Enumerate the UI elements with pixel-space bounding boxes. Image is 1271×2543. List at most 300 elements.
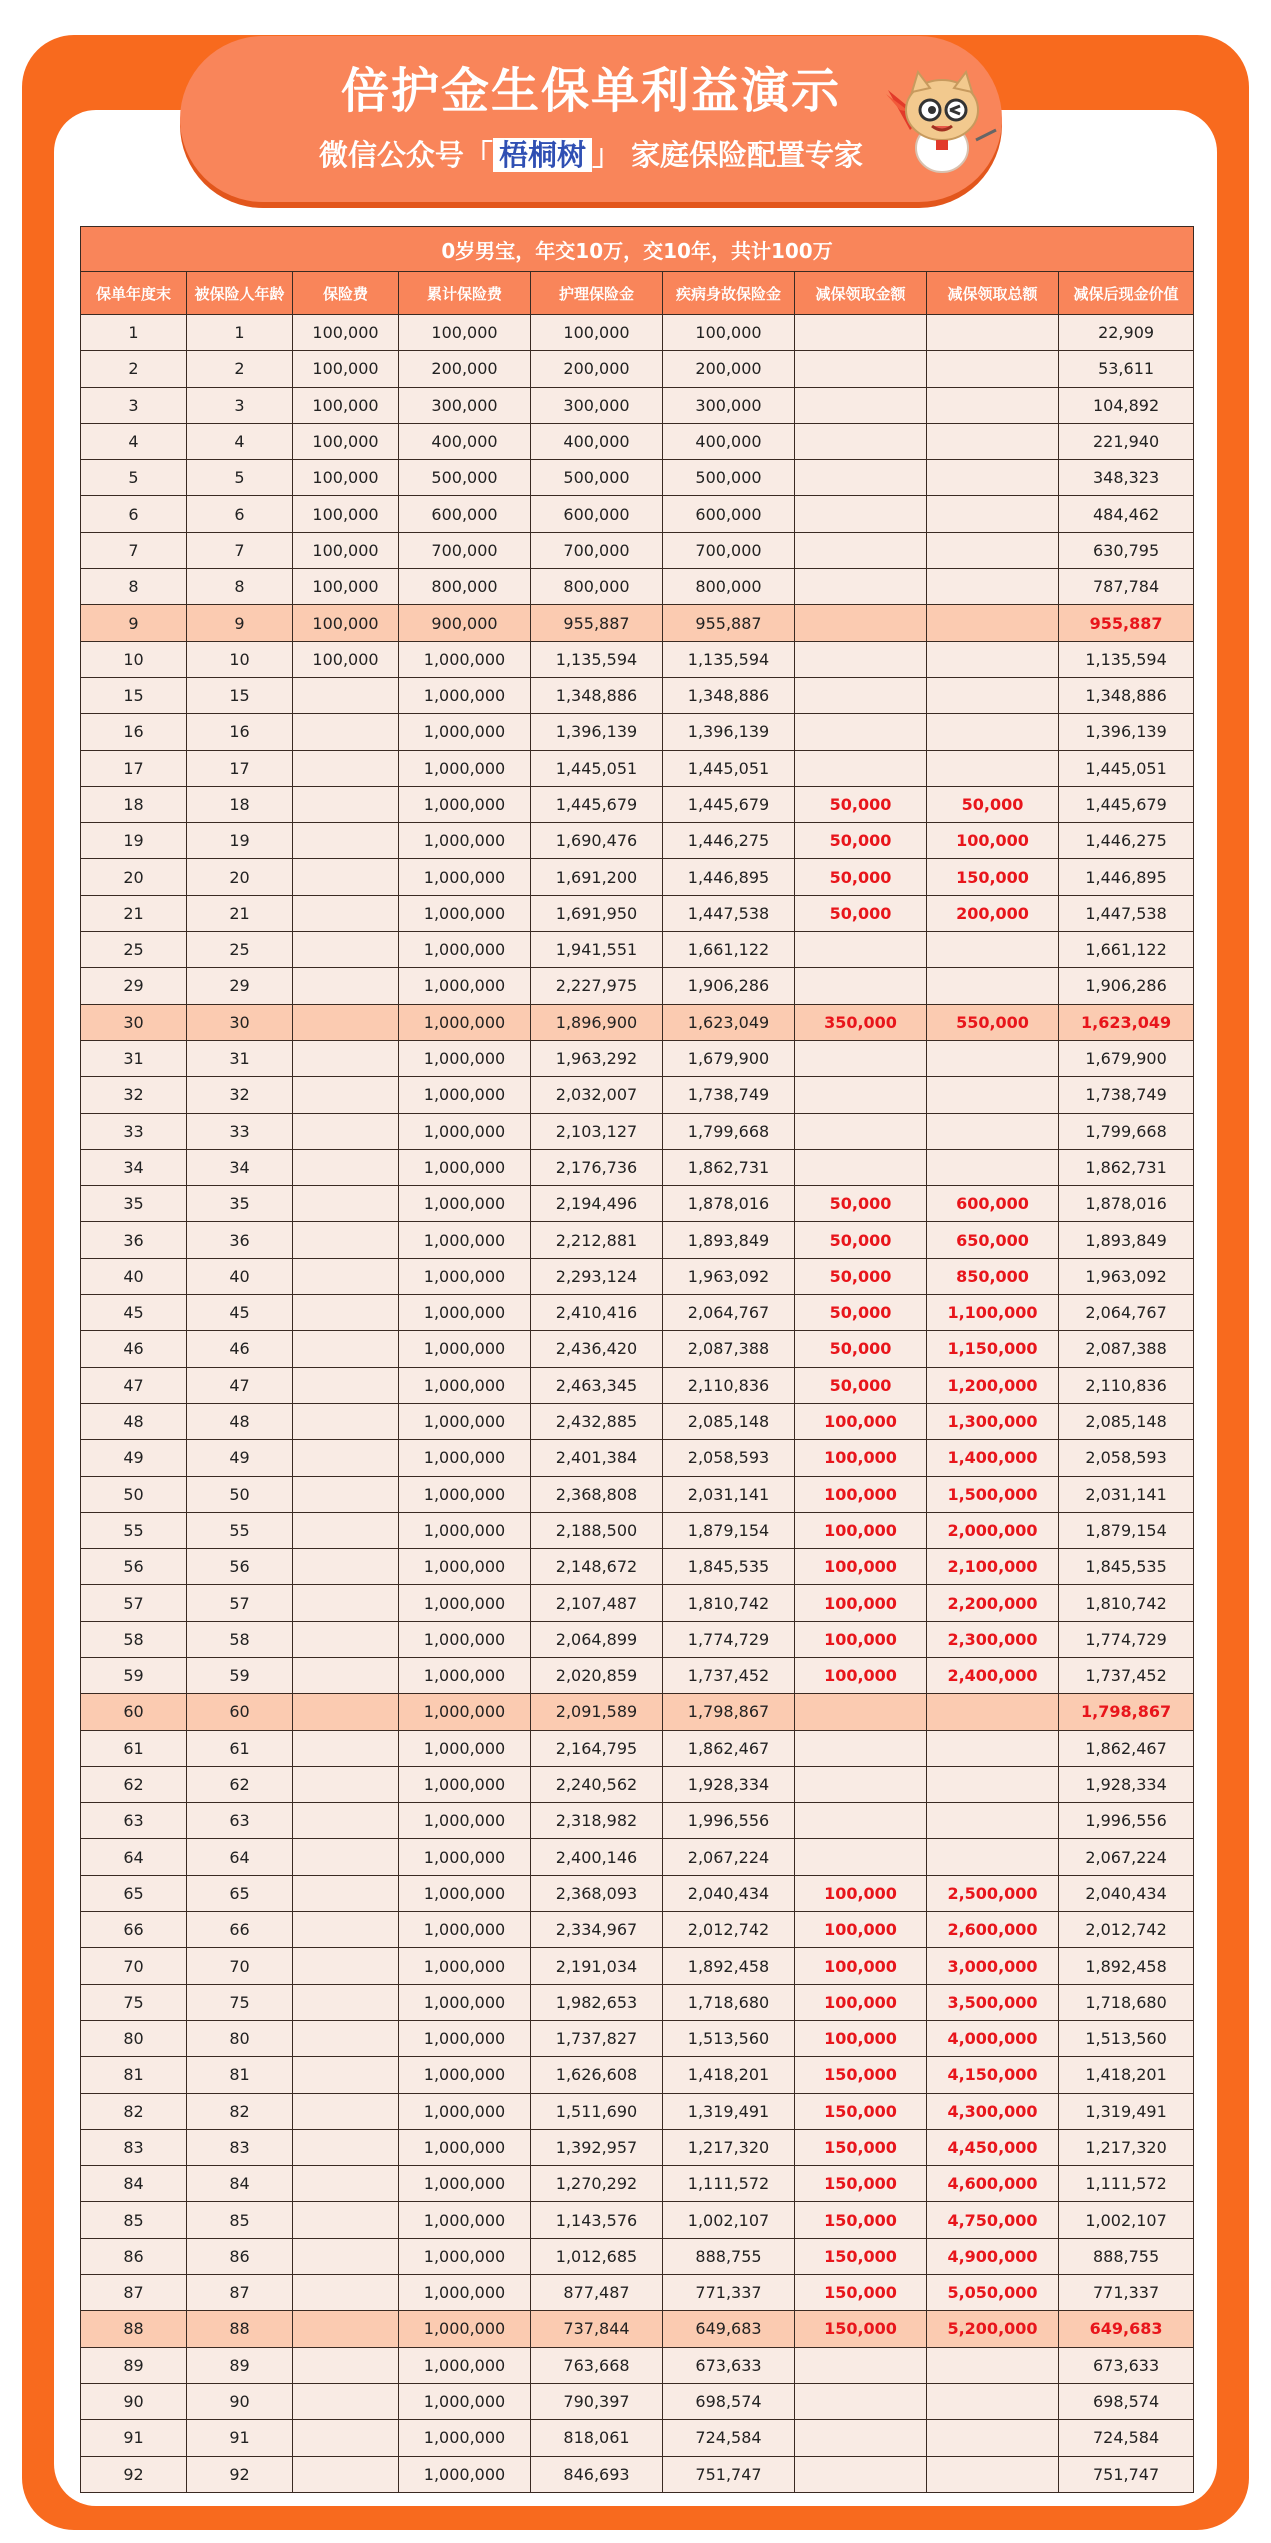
- table-cell: 700,000: [399, 532, 531, 568]
- table-cell: [293, 1295, 399, 1331]
- table-cell: [293, 2166, 399, 2202]
- table-cell: 1,000,000: [399, 1476, 531, 1512]
- table-cell: 2,085,148: [663, 1403, 795, 1439]
- table-cell: 2,191,034: [531, 1948, 663, 1984]
- table-cell: 81: [187, 2057, 293, 2093]
- table-cell: 400,000: [663, 423, 795, 459]
- table-cell: 4,750,000: [927, 2202, 1059, 2238]
- table-cell: 150,000: [927, 859, 1059, 895]
- table-cell: [293, 1948, 399, 1984]
- table-cell: 82: [81, 2093, 187, 2129]
- table-cell: [293, 1186, 399, 1222]
- table-cell: 649,683: [1059, 2311, 1194, 2347]
- table-cell: 89: [81, 2347, 187, 2383]
- table-cell: 2,436,420: [531, 1331, 663, 1367]
- table-cell: 600,000: [531, 496, 663, 532]
- table-cell: 32: [187, 1077, 293, 1113]
- table-cell: [927, 1113, 1059, 1149]
- table-cell: 700,000: [531, 532, 663, 568]
- table-cell: 6: [187, 496, 293, 532]
- table-cell: [795, 641, 927, 677]
- table-cell: 1,000,000: [399, 677, 531, 713]
- table-cell: 1,000,000: [399, 1621, 531, 1657]
- table-cell: [293, 786, 399, 822]
- table-cell: 90: [81, 2383, 187, 2419]
- table-cell: 1,737,827: [531, 2020, 663, 2056]
- table-cell: 100,000: [293, 423, 399, 459]
- table-cell: 29: [187, 968, 293, 1004]
- table-row: [81, 895, 1194, 931]
- table-cell: [927, 932, 1059, 968]
- table-cell: 1,319,491: [663, 2093, 795, 2129]
- table-cell: 83: [81, 2129, 187, 2165]
- table-cell: 2,500,000: [927, 1875, 1059, 1911]
- table-cell: [293, 2093, 399, 2129]
- table-cell: 104,892: [1059, 387, 1194, 423]
- table-cell: 2,064,767: [1059, 1295, 1194, 1331]
- table-cell: [927, 2383, 1059, 2419]
- table-cell: 2,188,500: [531, 1512, 663, 1548]
- table-cell: [293, 1077, 399, 1113]
- table-row: [81, 2166, 1194, 2202]
- table-row: [81, 1803, 1194, 1839]
- table-cell: 1,928,334: [1059, 1766, 1194, 1802]
- table-cell: 48: [187, 1403, 293, 1439]
- table-cell: [795, 315, 927, 351]
- table-cell: 32: [81, 1077, 187, 1113]
- table-cell: [293, 2456, 399, 2492]
- table-cell: [795, 2347, 927, 2383]
- table-row: [81, 1912, 1194, 1948]
- table-cell: 100,000: [795, 1984, 927, 2020]
- table-cell: 1,738,749: [663, 1077, 795, 1113]
- table-cell: 2,212,881: [531, 1222, 663, 1258]
- table-cell: [927, 387, 1059, 423]
- table-cell: 56: [81, 1549, 187, 1585]
- table-cell: [927, 641, 1059, 677]
- table-cell: 20: [81, 859, 187, 895]
- table-cell: 1,679,900: [1059, 1040, 1194, 1076]
- table-cell: 29: [81, 968, 187, 1004]
- column-header: 累计保险费: [399, 272, 531, 315]
- table-row: [81, 2238, 1194, 2274]
- table-cell: 33: [187, 1113, 293, 1149]
- table-cell: [795, 2456, 927, 2492]
- table-cell: [293, 1694, 399, 1730]
- table-row: [81, 315, 1194, 351]
- table-cell: 81: [81, 2057, 187, 2093]
- table-cell: 45: [187, 1295, 293, 1331]
- table-cell: 40: [187, 1258, 293, 1294]
- table-cell: [927, 569, 1059, 605]
- table-cell: 4,450,000: [927, 2129, 1059, 2165]
- table-cell: [927, 1694, 1059, 1730]
- table-cell: 1,447,538: [1059, 895, 1194, 931]
- table-cell: 2,058,593: [1059, 1440, 1194, 1476]
- table-cell: 2,020,859: [531, 1657, 663, 1693]
- table-cell: 1,738,749: [1059, 1077, 1194, 1113]
- table-cell: 100,000: [293, 315, 399, 351]
- table-cell: [927, 496, 1059, 532]
- table-cell: 3,500,000: [927, 1984, 1059, 2020]
- table-cell: 1,000,000: [399, 1803, 531, 1839]
- table-cell: 22,909: [1059, 315, 1194, 351]
- table-cell: 1,000,000: [399, 2202, 531, 2238]
- table-cell: 2,067,224: [663, 1839, 795, 1875]
- table-cell: 1,810,742: [1059, 1585, 1194, 1621]
- table-cell: 1,447,538: [663, 895, 795, 931]
- table-cell: 1,862,467: [1059, 1730, 1194, 1766]
- table-cell: [293, 1403, 399, 1439]
- table-cell: 1,000,000: [399, 859, 531, 895]
- table-cell: 348,323: [1059, 460, 1194, 496]
- table-cell: 2,100,000: [927, 1549, 1059, 1585]
- table-cell: 724,584: [663, 2420, 795, 2456]
- table-cell: [293, 968, 399, 1004]
- column-header: 减保领取总额: [927, 272, 1059, 315]
- table-cell: [795, 460, 927, 496]
- table-cell: 1,002,107: [663, 2202, 795, 2238]
- table-cell: 1,000,000: [399, 1258, 531, 1294]
- table-cell: 83: [187, 2129, 293, 2165]
- table-cell: [795, 569, 927, 605]
- table-cell: 6: [81, 496, 187, 532]
- column-header: 减保领取金额: [795, 272, 927, 315]
- table-cell: 1,906,286: [1059, 968, 1194, 1004]
- table-row: [81, 1984, 1194, 2020]
- table-cell: 100,000: [663, 315, 795, 351]
- table-cell: 1,111,572: [663, 2166, 795, 2202]
- table-cell: 2,110,836: [663, 1367, 795, 1403]
- table-cell: [293, 1040, 399, 1076]
- table-cell: 1,143,576: [531, 2202, 663, 2238]
- table-cell: 1,963,292: [531, 1040, 663, 1076]
- table-row: [81, 1875, 1194, 1911]
- table-cell: 100,000: [795, 1440, 927, 1476]
- table-cell: [795, 1694, 927, 1730]
- table-cell: 3: [81, 387, 187, 423]
- table-cell: 88: [187, 2311, 293, 2347]
- table-cell: [927, 315, 1059, 351]
- table-cell: [927, 605, 1059, 641]
- table-cell: 1,200,000: [927, 1367, 1059, 1403]
- table-cell: 1,996,556: [663, 1803, 795, 1839]
- table-cell: 800,000: [531, 569, 663, 605]
- table-cell: 1,879,154: [1059, 1512, 1194, 1548]
- table-row: [81, 1149, 1194, 1185]
- table-cell: 31: [187, 1040, 293, 1076]
- table-cell: [927, 2420, 1059, 2456]
- table-cell: 1,737,452: [1059, 1657, 1194, 1693]
- table-cell: [293, 2238, 399, 2274]
- column-header: 保险费: [293, 272, 399, 315]
- table-cell: 50: [81, 1476, 187, 1512]
- table-cell: 300,000: [531, 387, 663, 423]
- table-cell: 2,107,487: [531, 1585, 663, 1621]
- table-cell: [293, 714, 399, 750]
- table-cell: 100,000: [795, 1549, 927, 1585]
- table-cell: 1,737,452: [663, 1657, 795, 1693]
- table-cell: 1,862,731: [1059, 1149, 1194, 1185]
- table-cell: [795, 1077, 927, 1113]
- table-cell: 1,000,000: [399, 1040, 531, 1076]
- table-row: [81, 677, 1194, 713]
- table-cell: 888,755: [663, 2238, 795, 2274]
- table-cell: [795, 1730, 927, 1766]
- table-cell: 500,000: [663, 460, 795, 496]
- table-cell: 50,000: [795, 823, 927, 859]
- table-cell: [927, 677, 1059, 713]
- table-cell: 2,368,093: [531, 1875, 663, 1911]
- table-cell: 1,135,594: [531, 641, 663, 677]
- table-cell: 1,300,000: [927, 1403, 1059, 1439]
- table-cell: 2,064,767: [663, 1295, 795, 1331]
- table-cell: 1,445,051: [663, 750, 795, 786]
- table-cell: 100,000: [795, 1403, 927, 1439]
- table-cell: [293, 823, 399, 859]
- table-cell: 70: [187, 1948, 293, 1984]
- table-cell: 200,000: [399, 351, 531, 387]
- table-cell: 1,400,000: [927, 1440, 1059, 1476]
- table-cell: [293, 1657, 399, 1693]
- table-cell: 2,012,742: [663, 1912, 795, 1948]
- table-cell: 1,348,886: [531, 677, 663, 713]
- table-cell: [293, 1004, 399, 1040]
- column-header: 护理保险金: [531, 272, 663, 315]
- table-row: [81, 1585, 1194, 1621]
- column-header: 被保险人年龄: [187, 272, 293, 315]
- table-cell: 2,200,000: [927, 1585, 1059, 1621]
- table-cell: [927, 1803, 1059, 1839]
- table-cell: 17: [187, 750, 293, 786]
- table-cell: 1,774,729: [663, 1621, 795, 1657]
- table-cell: [293, 1730, 399, 1766]
- column-header: 减保后现金价值: [1059, 272, 1194, 315]
- table-cell: 2,040,434: [663, 1875, 795, 1911]
- table-cell: 100,000: [399, 315, 531, 351]
- table-row: [81, 2456, 1194, 2492]
- table-row: [81, 750, 1194, 786]
- table-cell: 1,000,000: [399, 1875, 531, 1911]
- table-row: [81, 2420, 1194, 2456]
- table-cell: 350,000: [795, 1004, 927, 1040]
- table-cell: 50,000: [795, 786, 927, 822]
- table-row: [81, 786, 1194, 822]
- table-cell: 15: [81, 677, 187, 713]
- table-cell: 100,000: [795, 1512, 927, 1548]
- table-row: [81, 2275, 1194, 2311]
- table-cell: 2,091,589: [531, 1694, 663, 1730]
- table-cell: [927, 351, 1059, 387]
- table-cell: 1,690,476: [531, 823, 663, 859]
- table-cell: 1,000,000: [399, 1766, 531, 1802]
- table-row: [81, 641, 1194, 677]
- page-subtitle: [180, 133, 1002, 174]
- table-row: [81, 2057, 1194, 2093]
- table-cell: 200,000: [531, 351, 663, 387]
- table-cell: 1,396,139: [663, 714, 795, 750]
- table-cell: 75: [187, 1984, 293, 2020]
- table-cell: 1,446,275: [663, 823, 795, 859]
- table-cell: 877,487: [531, 2275, 663, 2311]
- table-cell: [293, 932, 399, 968]
- table-cell: 40: [81, 1258, 187, 1294]
- table-cell: 34: [81, 1149, 187, 1185]
- table-cell: 4,900,000: [927, 2238, 1059, 2274]
- table-cell: 75: [81, 1984, 187, 2020]
- table-row: [81, 932, 1194, 968]
- table-cell: 86: [81, 2238, 187, 2274]
- table-row: [81, 351, 1194, 387]
- table-cell: 724,584: [1059, 2420, 1194, 2456]
- table-cell: 150,000: [795, 2093, 927, 2129]
- table-row: [81, 1948, 1194, 1984]
- table-cell: 88: [81, 2311, 187, 2347]
- table-cell: [795, 605, 927, 641]
- table-cell: 1,000,000: [399, 1186, 531, 1222]
- mascot-icon: [880, 60, 1000, 180]
- table-cell: 1,111,572: [1059, 2166, 1194, 2202]
- table-cell: 100,000: [795, 2020, 927, 2056]
- subtitle-prefix: 微信公众号「: [318, 138, 493, 172]
- table-cell: 221,940: [1059, 423, 1194, 459]
- table-cell: 600,000: [927, 1186, 1059, 1222]
- table-cell: 1,445,679: [1059, 786, 1194, 822]
- table-cell: 55: [187, 1512, 293, 1548]
- table-cell: 4,600,000: [927, 2166, 1059, 2202]
- table-cell: [293, 2420, 399, 2456]
- table-cell: [293, 1984, 399, 2020]
- table-cell: [795, 532, 927, 568]
- subtitle-suffix: 」 家庭保险配置专家: [591, 138, 864, 172]
- table-cell: 87: [187, 2275, 293, 2311]
- table-cell: 100,000: [795, 1657, 927, 1693]
- table-cell: 1,928,334: [663, 1766, 795, 1802]
- table-cell: [927, 1077, 1059, 1113]
- table-cell: 1,996,556: [1059, 1803, 1194, 1839]
- table-row: [81, 1077, 1194, 1113]
- table-cell: 2,410,416: [531, 1295, 663, 1331]
- table-row: [81, 1331, 1194, 1367]
- table-cell: [293, 1549, 399, 1585]
- table-cell: [293, 1875, 399, 1911]
- table-cell: [795, 423, 927, 459]
- table-cell: [795, 2420, 927, 2456]
- table-cell: 2,293,124: [531, 1258, 663, 1294]
- table-cell: 1,000,000: [399, 1912, 531, 1948]
- table-cell: 65: [187, 1875, 293, 1911]
- table-cell: [293, 2383, 399, 2419]
- table-cell: 1,799,668: [663, 1113, 795, 1149]
- table-cell: 100,000: [927, 823, 1059, 859]
- table-cell: 84: [81, 2166, 187, 2202]
- table-cell: 1,000,000: [399, 823, 531, 859]
- table-cell: 1,445,051: [531, 750, 663, 786]
- table-cell: 2,164,795: [531, 1730, 663, 1766]
- table-cell: 53,611: [1059, 351, 1194, 387]
- table-cell: 4,300,000: [927, 2093, 1059, 2129]
- table-row: [81, 823, 1194, 859]
- table-cell: 649,683: [663, 2311, 795, 2347]
- table-cell: 2,227,975: [531, 968, 663, 1004]
- table-cell: [795, 677, 927, 713]
- table-cell: 49: [81, 1440, 187, 1476]
- table-cell: 787,784: [1059, 569, 1194, 605]
- table-cell: 1,896,900: [531, 1004, 663, 1040]
- table-cell: 20: [187, 859, 293, 895]
- table-row: [81, 2383, 1194, 2419]
- table-cell: 10: [187, 641, 293, 677]
- table-cell: 16: [81, 714, 187, 750]
- table-cell: 100,000: [795, 1621, 927, 1657]
- table-cell: 25: [81, 932, 187, 968]
- table-cell: [927, 714, 1059, 750]
- table-header-row: [81, 272, 1194, 315]
- table-cell: 87: [81, 2275, 187, 2311]
- table-cell: 60: [81, 1694, 187, 1730]
- table-cell: 21: [187, 895, 293, 931]
- table-cell: 45: [81, 1295, 187, 1331]
- table-row: [81, 1040, 1194, 1076]
- column-header: 疾病身故保险金: [663, 272, 795, 315]
- table-cell: [293, 1331, 399, 1367]
- table-cell: 1,135,594: [1059, 641, 1194, 677]
- table-cell: [927, 1839, 1059, 1875]
- table-cell: 1,000,000: [399, 1440, 531, 1476]
- table-cell: 1,798,867: [1059, 1694, 1194, 1730]
- table-cell: 1,000,000: [399, 1004, 531, 1040]
- table-cell: 4,150,000: [927, 2057, 1059, 2093]
- table-cell: 64: [81, 1839, 187, 1875]
- table-cell: 5,050,000: [927, 2275, 1059, 2311]
- table-cell: 89: [187, 2347, 293, 2383]
- table-cell: 1,012,685: [531, 2238, 663, 2274]
- table-cell: 600,000: [663, 496, 795, 532]
- table-cell: 65: [81, 1875, 187, 1911]
- table-cell: 1,348,886: [1059, 677, 1194, 713]
- table-cell: 63: [187, 1803, 293, 1839]
- table-cell: 1,000,000: [399, 641, 531, 677]
- table-cell: 850,000: [927, 1258, 1059, 1294]
- table-cell: 2,176,736: [531, 1149, 663, 1185]
- table-cell: [293, 1585, 399, 1621]
- table-cell: 50,000: [795, 1295, 927, 1331]
- table-cell: 50,000: [795, 1331, 927, 1367]
- table-cell: [293, 2020, 399, 2056]
- table-cell: 60: [187, 1694, 293, 1730]
- table-cell: 1,270,292: [531, 2166, 663, 2202]
- table-cell: 1,000,000: [399, 2275, 531, 2311]
- table-cell: 30: [187, 1004, 293, 1040]
- table-cell: 737,844: [531, 2311, 663, 2347]
- table-cell: 1,446,275: [1059, 823, 1194, 859]
- table-cell: [293, 859, 399, 895]
- table-row: [81, 968, 1194, 1004]
- table-cell: 58: [81, 1621, 187, 1657]
- table-cell: [293, 2057, 399, 2093]
- table-cell: 1,000,000: [399, 2057, 531, 2093]
- table-cell: 846,693: [531, 2456, 663, 2492]
- table-cell: 36: [187, 1222, 293, 1258]
- table-row: [81, 496, 1194, 532]
- table-cell: 50,000: [795, 1367, 927, 1403]
- table-row: [81, 1295, 1194, 1331]
- table-cell: [293, 1367, 399, 1403]
- table-cell: 700,000: [663, 532, 795, 568]
- table-cell: 1,845,535: [1059, 1549, 1194, 1585]
- table-cell: 1,000,000: [399, 1512, 531, 1548]
- table-row: [81, 714, 1194, 750]
